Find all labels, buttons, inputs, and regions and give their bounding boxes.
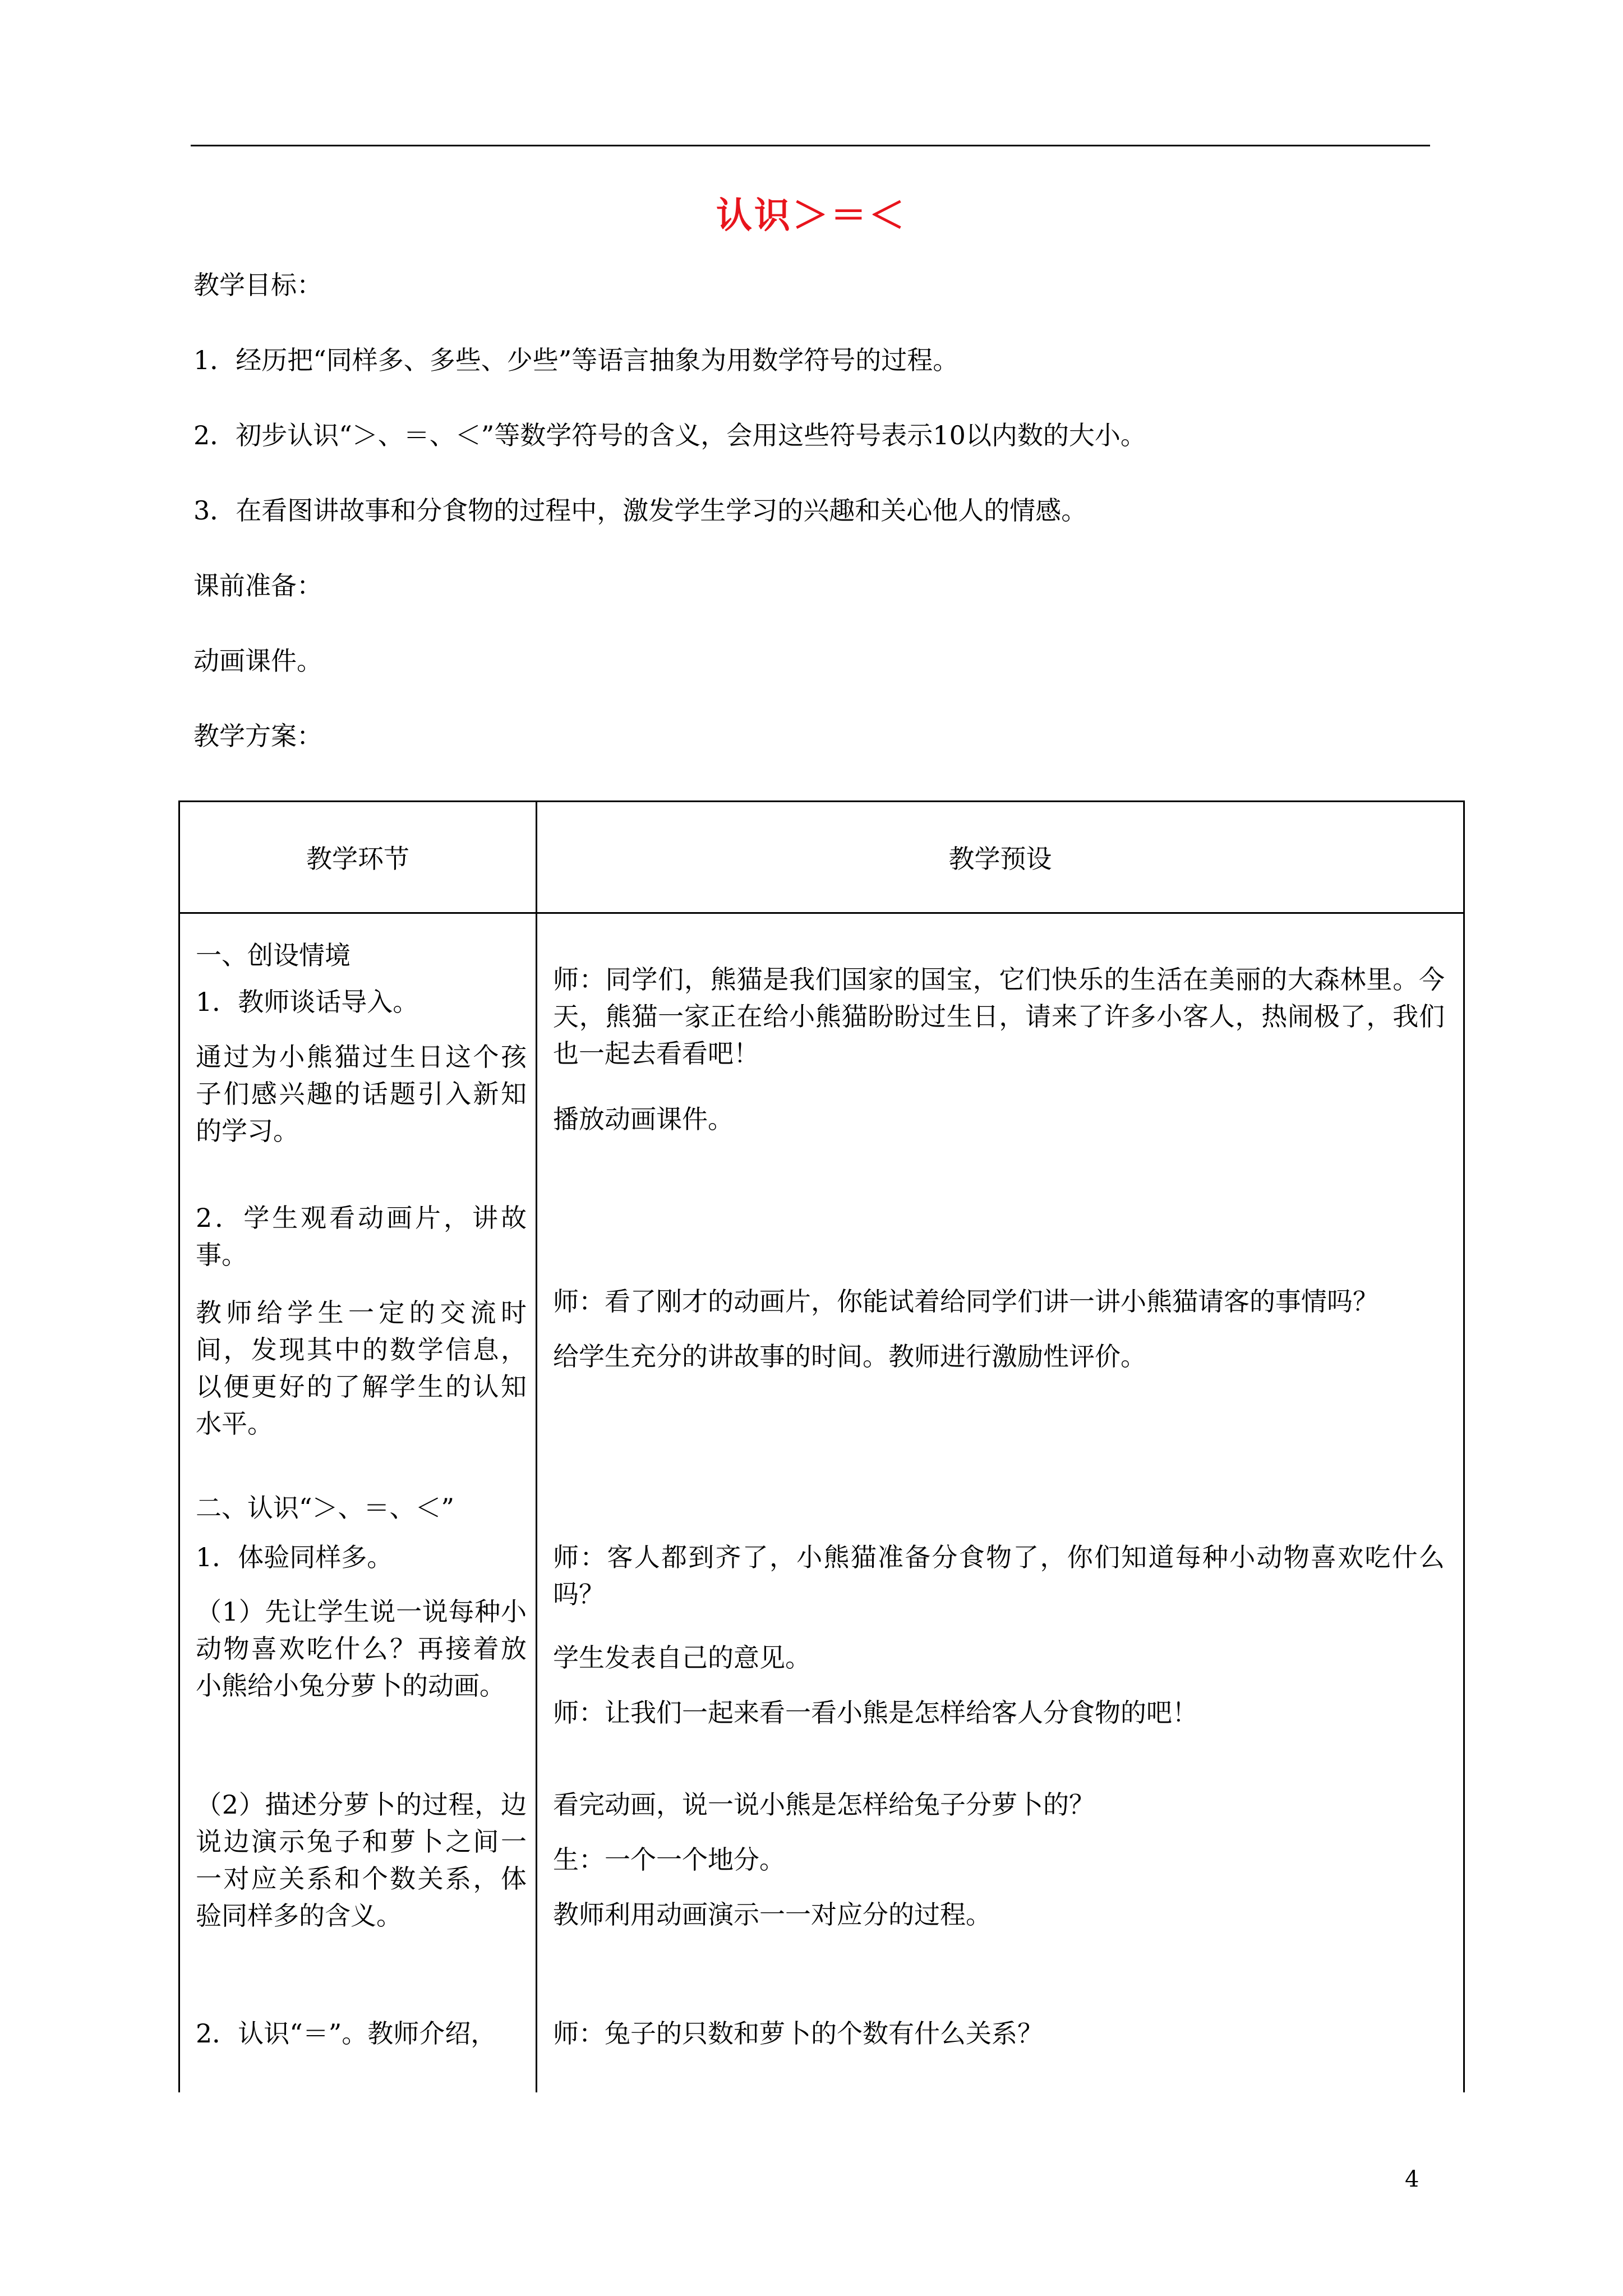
right-cell-storytelling: 给学生充分的讲故事的时间。教师进行激励性评价。	[553, 1341, 1146, 1372]
right-cell-one-by-one: 生：一个一个地分。	[553, 1844, 785, 1875]
table-header-plan: 教学预设	[948, 844, 1052, 874]
left-cell-step-1: 1．教师谈话导入。	[196, 987, 419, 1017]
paragraph-preparation: 动画课件。	[193, 646, 322, 676]
paragraph-goal-2: 2．初步认识“＞、＝、＜”等数学符号的含义，会用这些符号表示10以内数的大小。	[193, 420, 1146, 450]
right-cell-relation-question: 师：兔子的只数和萝卜的个数有什么关系？	[553, 2018, 1043, 2049]
table-header-stage: 教学环节	[306, 844, 409, 874]
paragraph-goal-3: 3．在看图讲故事和分食物的过程中，激发学生学习的兴趣和关心他人的情感。	[193, 495, 1087, 526]
right-cell-intro-dialogue: 师：同学们，熊猫是我们国家的国宝，它们快乐的生活在美丽的大森林里。今天，熊猫一家正在给小熊猫盼盼过生日，请来了许多小客人，热闹极了，我们也一起去看看吧！	[553, 964, 1445, 1069]
right-cell-watch-together: 师：让我们一起来看一看小熊是怎样给客人分食物的吧！	[553, 1697, 1198, 1728]
right-cell-food-question: 师：客人都到齐了，小熊猫准备分食物了，你们知道每种小动物喜欢吃什么吗？	[553, 1542, 1445, 1609]
table-column-divider	[536, 802, 537, 2092]
left-cell-sub-1: （1）先让学生说一说每种小动物喜欢吃什么？再接着放小熊给小兔分萝卜的动画。	[196, 1596, 527, 1701]
right-cell-play-animation: 播放动画课件。	[553, 1104, 734, 1134]
paragraph-preparation-heading: 课前准备：	[193, 570, 322, 601]
left-cell-step-2: 2．学生观看动画片，讲故事。	[196, 1203, 527, 1270]
page-number: 4	[1405, 2166, 1419, 2192]
left-cell-experience-same: 1．体验同样多。	[196, 1542, 393, 1572]
right-cell-retell-question: 师：看了刚才的动画片，你能试着给同学们讲一讲小熊猫请客的事情吗？	[553, 1286, 1378, 1317]
left-cell-section-1: 一、创设情境	[196, 940, 351, 970]
left-cell-sub-2: （2）描述分萝卜的过程，边说边演示兔子和萝卜之间一一对应关系和个数关系，体验同样多的含义。	[196, 1789, 527, 1931]
right-cell-student-opinion: 学生发表自己的意见。	[553, 1642, 811, 1673]
left-cell-know-equal: 2．认识“＝”。教师介绍，	[196, 2018, 497, 2049]
table-header-divider	[180, 912, 1463, 914]
right-cell-after-animation: 看完动画，说一说小熊是怎样给兔子分萝卜的？	[553, 1789, 1095, 1820]
paragraph-goal-1: 1．经历把“同样多、多些、少些”等语言抽象为用数学符号的过程。	[193, 345, 959, 375]
right-cell-demonstration: 教师利用动画演示一一对应分的过程。	[553, 1899, 992, 1930]
page-title: 认识＞＝＜	[716, 195, 907, 237]
paragraph-teaching-goals-heading: 教学目标：	[193, 270, 322, 300]
lesson-table	[178, 800, 1465, 2092]
left-cell-section-2: 二、认识“＞、＝、＜”	[196, 1493, 455, 1523]
paragraph-plan-heading: 教学方案：	[193, 721, 322, 751]
left-cell-step-1-note: 通过为小熊猫过生日这个孩子们感兴趣的话题引入新知的学习。	[196, 1042, 527, 1146]
left-cell-step-2-note: 教师给学生一定的交流时间，发现其中的数学信息，以便更好的了解学生的认知水平。	[196, 1297, 527, 1439]
header-rule	[191, 145, 1430, 146]
